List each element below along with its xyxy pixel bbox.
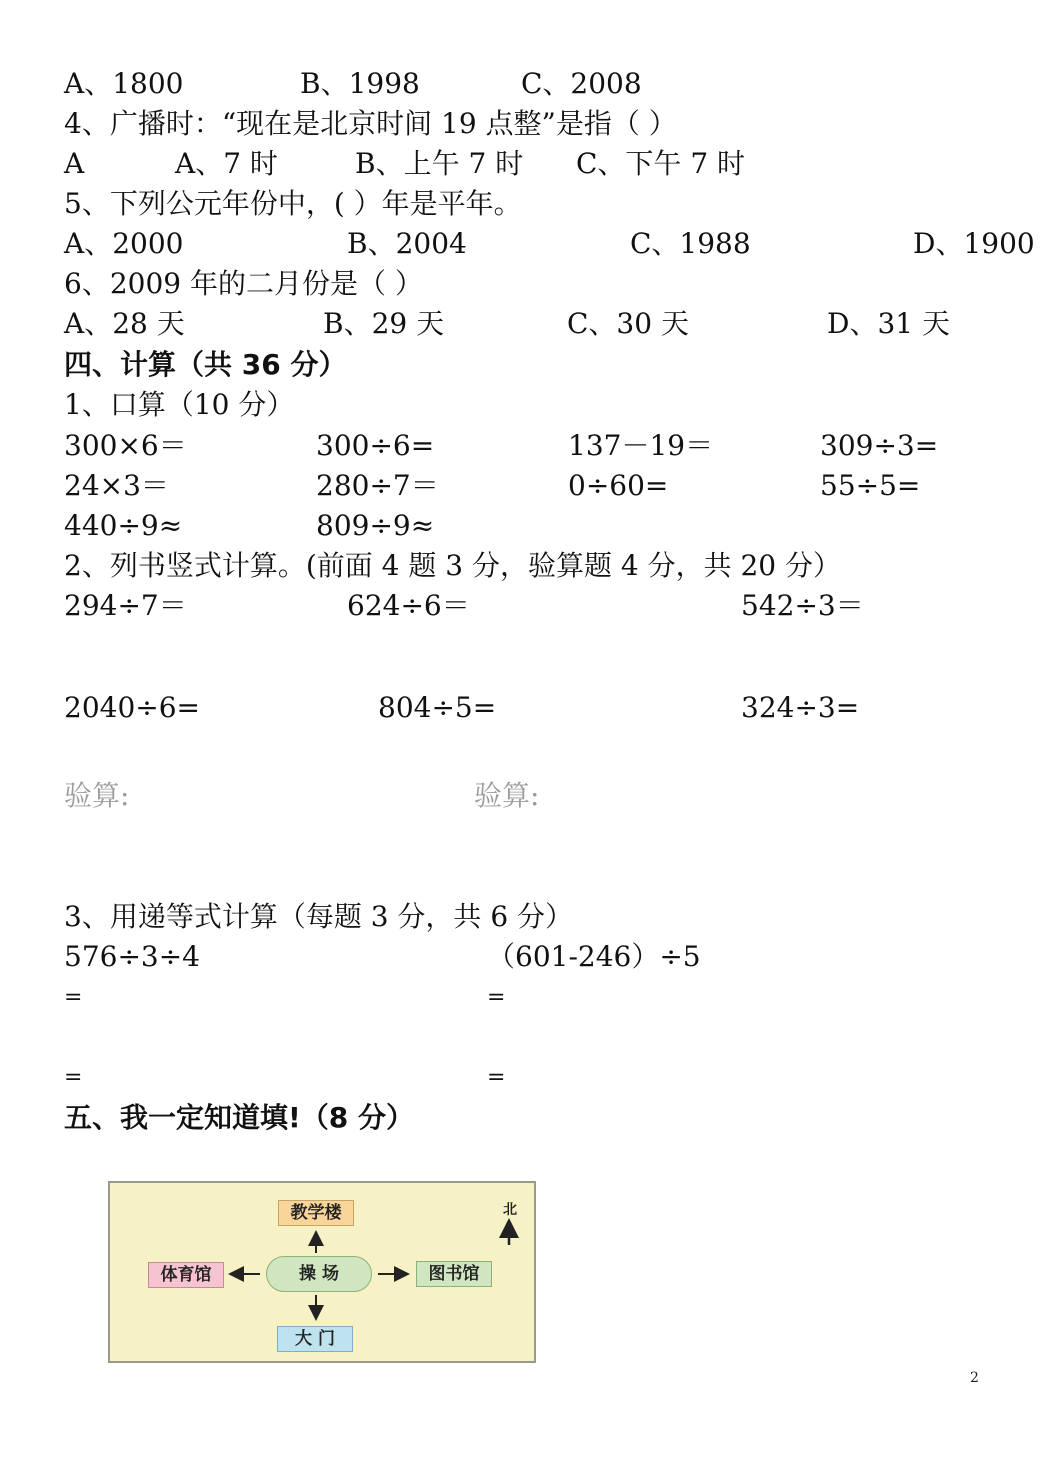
q5-choice-d: D、1900 — [913, 227, 1035, 260]
oral-calc-item: 300×6＝ — [64, 429, 187, 462]
stepwise-calc-title: 3、用递等式计算（每题 3 分，共 6 分） — [64, 900, 574, 933]
vertical-calc-item: 624÷6＝ — [347, 589, 470, 622]
oral-calc-item: 137－19＝ — [568, 429, 714, 462]
map-main-gate: 大 门 — [277, 1326, 353, 1352]
q6-choice-d: D、31 天 — [827, 307, 950, 340]
map-gym: 体育馆 — [148, 1262, 224, 1288]
oral-calc-item: 24×3＝ — [64, 469, 169, 502]
check-label: 验算: — [474, 779, 540, 812]
q3-choice-c: C、2008 — [521, 67, 642, 100]
vertical-calc-item: 294÷7＝ — [64, 589, 187, 622]
q6-choice-c: C、30 天 — [567, 307, 689, 340]
q5-choice-a: A、2000 — [64, 227, 184, 260]
check-label: 验算: — [64, 779, 130, 812]
q4-question: 4、广播时：“现在是北京时间 19 点整”是指（ ） — [64, 107, 677, 140]
vertical-calc-title: 2、列书竖式计算。(前面 4 题 3 分，验算题 4 分，共 20 分） — [64, 549, 842, 582]
vertical-calc-item: 804÷5= — [378, 691, 497, 724]
map-library: 图书馆 — [416, 1261, 492, 1287]
q4-choice-c: C、下午 7 时 — [576, 147, 746, 180]
q4-choice-a: A、7 时 — [175, 147, 278, 180]
q3-choice-b: B、1998 — [300, 67, 420, 100]
q6-choice-b: B、29 天 — [323, 307, 445, 340]
north-label: 北 — [503, 1202, 517, 1218]
vertical-calc-item: 324÷3= — [741, 691, 860, 724]
oral-calc-item: 280÷7＝ — [316, 469, 439, 502]
oral-calc-item: 809÷9≈ — [316, 509, 435, 542]
equals-sign: = — [64, 985, 83, 1010]
q4-answer: A — [64, 147, 85, 180]
oral-calc-item: 55÷5= — [820, 469, 921, 502]
oral-calc-item: 309÷3= — [820, 429, 939, 462]
stepwise-expr-left: 576÷3÷4 — [64, 940, 200, 973]
oral-calc-title: 1、口算（10 分） — [64, 388, 295, 421]
stepwise-expr-right: （601-246）÷5 — [487, 940, 701, 973]
oral-calc-item: 300÷6= — [316, 429, 435, 462]
campus-map — [108, 1181, 536, 1363]
q4-choice-b: B、上午 7 时 — [355, 147, 524, 180]
q6-choice-a: A、28 天 — [64, 307, 185, 340]
vertical-calc-item: 2040÷6= — [64, 691, 200, 724]
q6-question: 6、2009 年的二月份是（ ） — [64, 267, 423, 300]
section5-title: 五、我一定知道填!（8 分） — [64, 1101, 415, 1134]
q5-choice-c: C、1988 — [630, 227, 751, 260]
page-number: 2 — [970, 1370, 979, 1386]
map-teaching-building: 教学楼 — [278, 1200, 354, 1226]
q3-choice-a: A、1800 — [64, 67, 184, 100]
map-playground: 操 场 — [266, 1256, 372, 1292]
q5-choice-b: B、2004 — [347, 227, 467, 260]
vertical-calc-item: 542÷3＝ — [741, 589, 864, 622]
oral-calc-item: 0÷60= — [568, 469, 669, 502]
equals-sign: = — [487, 985, 506, 1010]
equals-sign: = — [487, 1065, 506, 1090]
oral-calc-item: 440÷9≈ — [64, 509, 183, 542]
section4-title: 四、计算（共 36 分） — [64, 348, 347, 381]
equals-sign: = — [64, 1065, 83, 1090]
q5-question: 5、下列公元年份中，( ）年是平年。 — [64, 187, 522, 220]
